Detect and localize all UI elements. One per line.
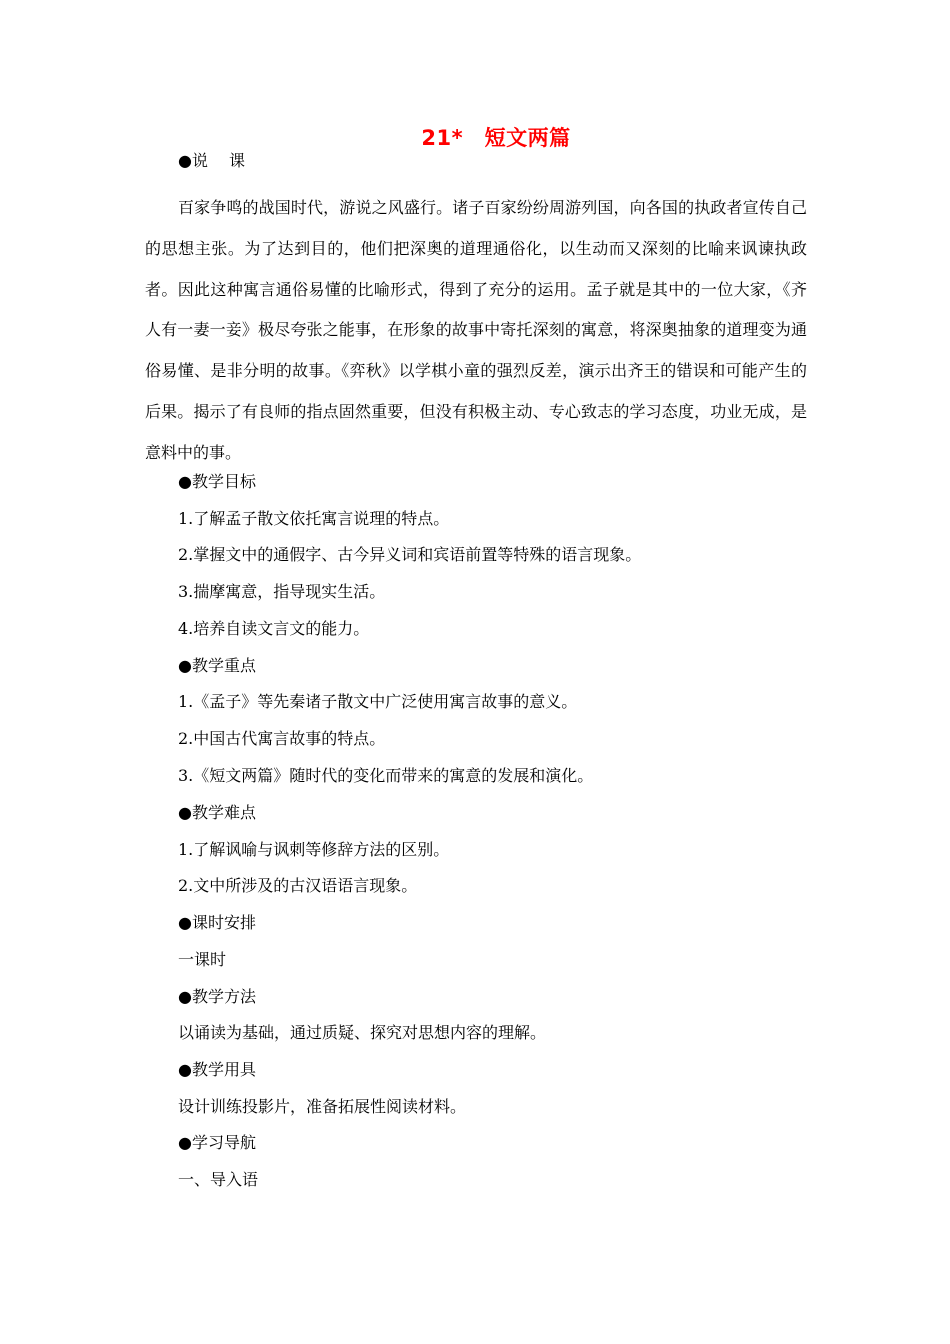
shuoke-paragraph: 百家争鸣的战国时代，游说之风盛行。诸子百家纷纷周游列国，向各国的执政者宣传自己的思想主张。为了达到目的，他们把深奥的道理通俗化，以生动而又深刻的比喻来讽谏执政者。因此这种寓言通俗易懂的比喻形式，得到了充分的运用。孟子就是其中的一位大家，《齐人有一妻一妾》极尽夸张之能事，在形象的故事中寄托深刻的寓意，将深奥抽象的道理变为通俗易懂、是非分明的故事。《弈秋》以学棋小童的强烈反差，演示出齐王的错误和可能产生的后果。揭示了有良师的指点固然重要，但没有积极主动、专心致志的学习态度，功业无成，是意料中的事。	[145, 198, 807, 462]
difficulty-item-2: 2.文中所涉及的古汉语语言现象。	[178, 876, 418, 895]
goal-item-1: 1.了解孟子散文依托寓言说理的特点。	[178, 509, 450, 528]
key-point-item-1: 1.《孟子》等先秦诸子散文中广泛使用寓言故事的意义。	[178, 692, 578, 711]
goal-item-4: 4.培养自读文言文的能力。	[178, 619, 370, 638]
key-point-item-2: 2.中国古代寓言故事的特点。	[178, 729, 386, 748]
section-heading-shuoke: ●说 课	[178, 151, 246, 170]
goal-item-3: 3.揣摩寓意，指导现实生活。	[178, 582, 386, 601]
section-heading-method: ●教学方法	[178, 987, 256, 1006]
difficulty-item-1: 1.了解讽喻与讽刺等修辞方法的区别。	[178, 840, 450, 859]
page-title: 21* 短文两篇	[421, 126, 571, 150]
tools-text: 设计训练投影片，准备拓展性阅读材料。	[178, 1097, 467, 1116]
goal-item-2: 2.掌握文中的通假字、古今异义词和宾语前置等特殊的语言现象。	[178, 545, 642, 564]
section-heading-tools: ●教学用具	[178, 1060, 256, 1079]
guide-text: 一、导入语	[178, 1170, 259, 1189]
method-text: 以诵读为基础，通过质疑、探究对思想内容的理解。	[178, 1023, 547, 1042]
section-heading-difficulties: ●教学难点	[178, 803, 256, 822]
section-heading-goals: ●教学目标	[178, 472, 256, 491]
section-heading-key-points: ●教学重点	[178, 656, 256, 675]
schedule-text: 一课时	[178, 950, 227, 969]
section-heading-schedule: ●课时安排	[178, 913, 256, 932]
section-heading-guide: ●学习导航	[178, 1133, 256, 1152]
key-point-item-3: 3.《短文两篇》随时代的变化而带来的寓意的发展和演化。	[178, 766, 594, 785]
